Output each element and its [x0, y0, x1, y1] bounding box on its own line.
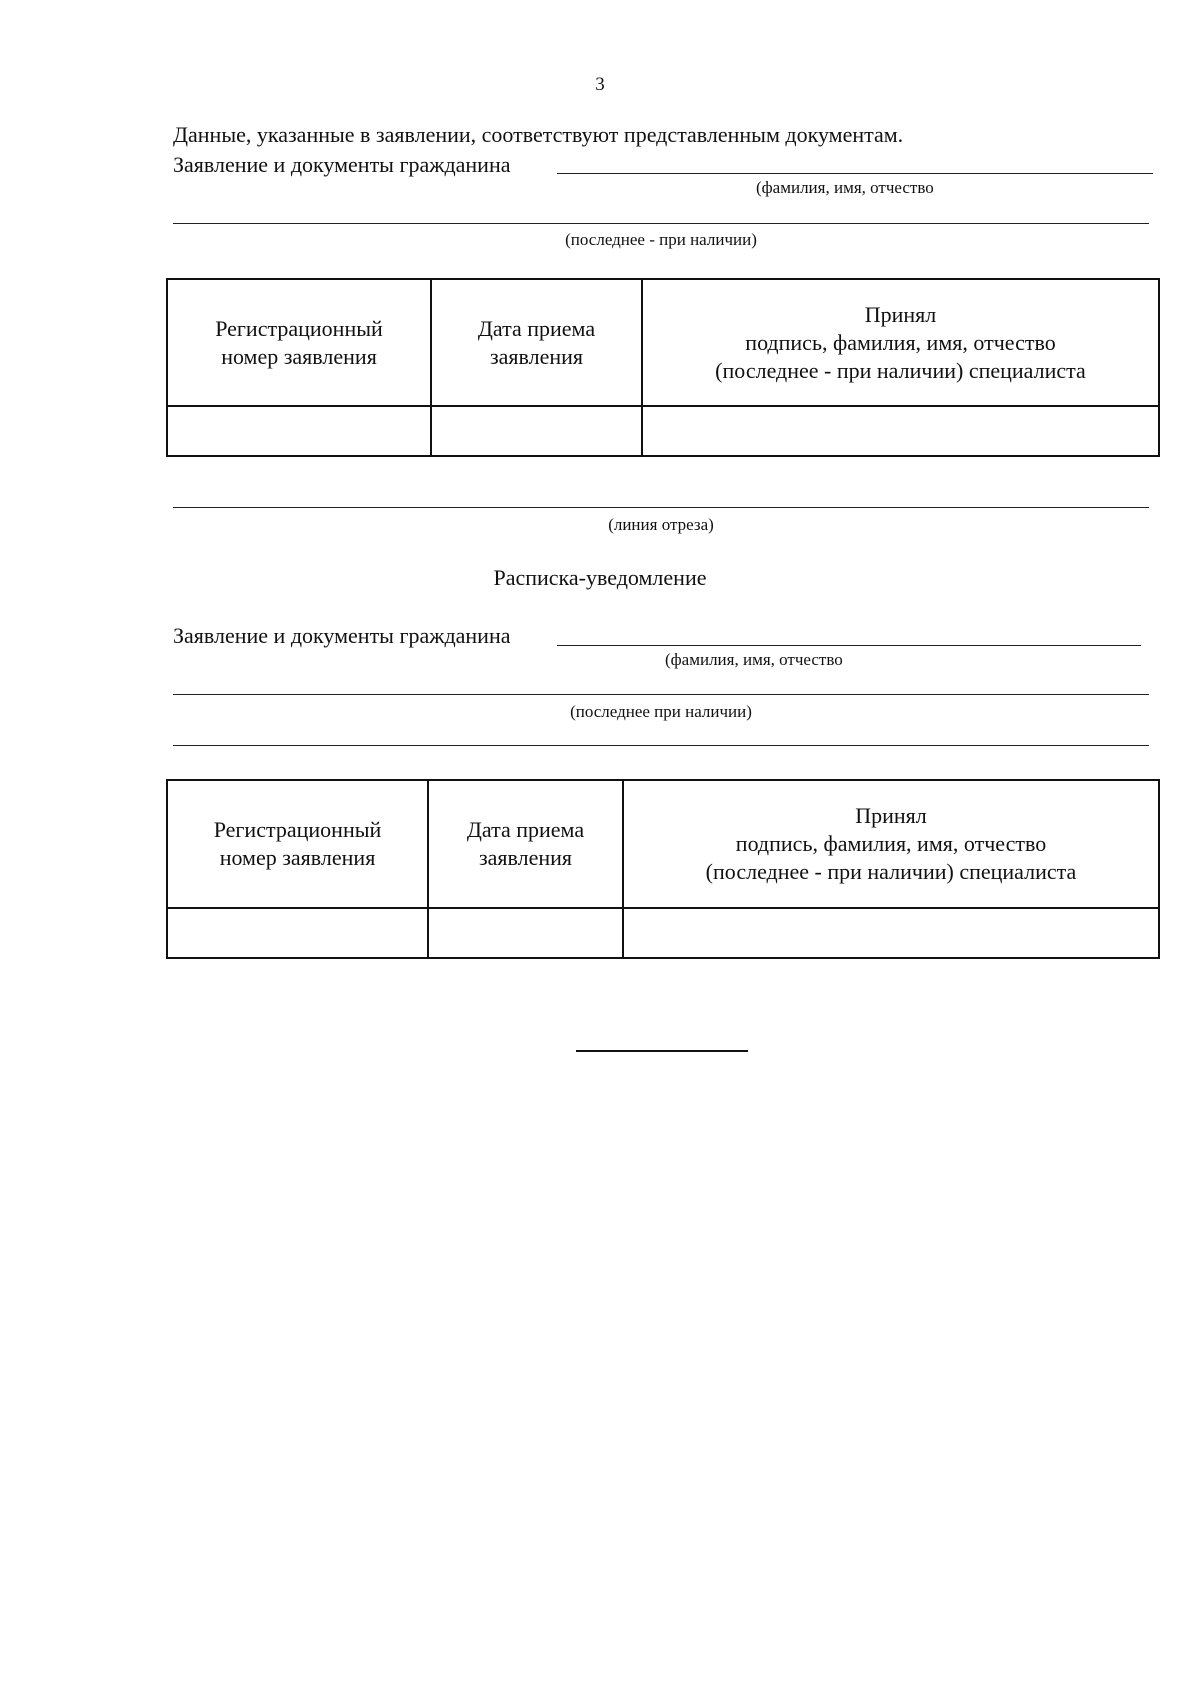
applicant-name-line-2[interactable] [173, 223, 1149, 224]
statement-text: Данные, указанные в заявлении, соответствуют представленным документам. [173, 122, 904, 147]
cell-reg-number[interactable] [167, 406, 431, 456]
cut-line [173, 507, 1149, 508]
applicant-name-line[interactable] [557, 173, 1153, 174]
header-accepted-line2: (последнее - при наличии) специалиста [715, 357, 1086, 383]
cut-line-caption: (линия отреза) [608, 515, 714, 534]
receipt-applicant-label: Заявление и документы гражданина [173, 623, 511, 648]
receipt-title: Расписка-уведомление [493, 565, 707, 590]
cell-accepted[interactable] [642, 406, 1159, 456]
header-accepted [642, 279, 1159, 406]
cell-reg-number-bottom[interactable] [167, 908, 428, 958]
receipt-applicant-name-line[interactable] [557, 645, 1141, 646]
receipt-extra-line[interactable] [173, 745, 1149, 746]
registration-table-top [166, 278, 1160, 457]
header-accepted-line1: подпись, фамилия, имя, отчество [745, 329, 1056, 355]
caption-full-name: (фамилия, имя, отчество [756, 178, 934, 197]
registration-table-bottom [166, 779, 1160, 959]
header-reg-number: Регистрационный номер заявления [167, 279, 431, 406]
header-reg-number-bottom: Регистрационный номер заявления [167, 780, 428, 908]
header-accepted-line1-bottom: подпись, фамилия, имя, отчество [735, 831, 1047, 856]
header-date: Дата приема заявления [431, 279, 642, 406]
cell-date[interactable] [431, 406, 642, 456]
header-accepted-bottom [623, 780, 1159, 908]
cell-date-bottom[interactable] [428, 908, 623, 958]
applicant-label: Заявление и документы гражданина [173, 152, 511, 177]
header-accepted-line2-bottom: (последнее - при наличии) специалиста [705, 859, 1077, 884]
receipt-caption-full-name: (фамилия, имя, отчество [665, 650, 843, 669]
header-accepted-title-bottom: Принял [855, 803, 927, 828]
header-accepted-title: Принял [864, 301, 937, 327]
receipt-applicant-name-line-2[interactable] [173, 694, 1149, 695]
closing-rule [576, 1050, 748, 1052]
cell-accepted-bottom[interactable] [623, 908, 1159, 958]
header-date-bottom: Дата приема заявления [428, 780, 623, 908]
caption-patronymic: (последнее - при наличии) [565, 230, 757, 249]
page-number: 3 [595, 74, 605, 95]
receipt-caption-patronymic: (последнее при наличии) [570, 702, 752, 721]
